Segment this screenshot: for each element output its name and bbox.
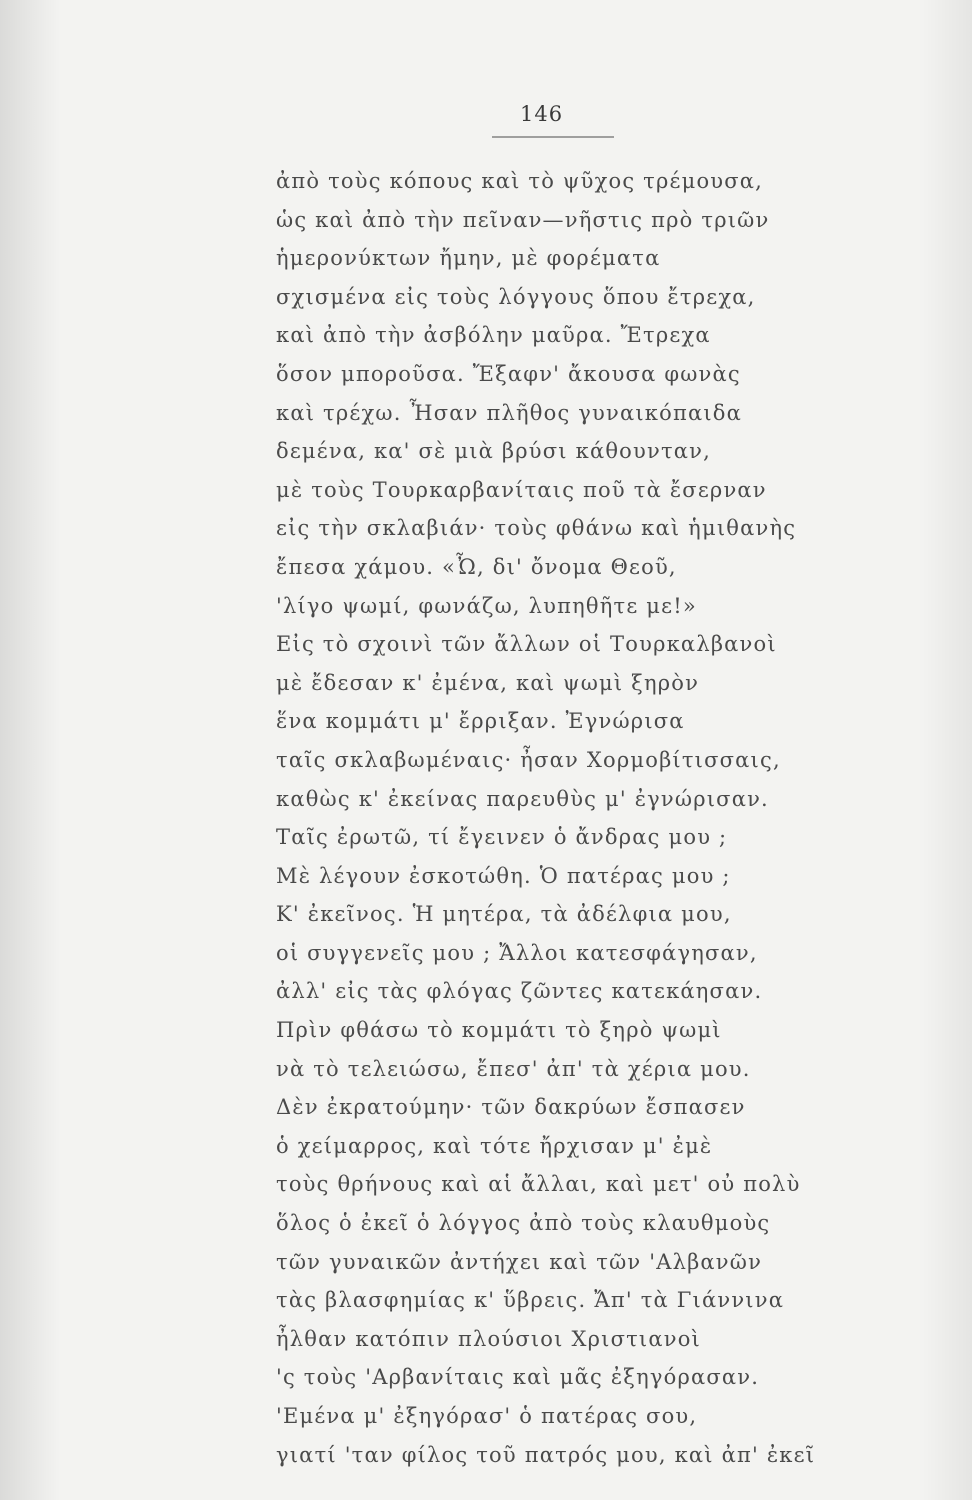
- text-line: Μὲ λέγουν ἐσκοτώθη. Ὁ πατέρας μου ;: [276, 863, 731, 888]
- text-line: Κ' ἐκεῖνος. Ἡ μητέρα, τὰ ἀδέλφια μου,: [276, 902, 732, 927]
- text-body: [276, 162, 836, 1474]
- text-line: ἕνα κομμάτι μ' ἔρριξαν. Ἐγνώρισα: [276, 709, 685, 734]
- text-line: Πρὶν φθάσω τὸ κομμάτι τὸ ξηρὸ ψωμὶ: [276, 1018, 722, 1043]
- text-line: Δὲν ἐκρατούμην· τῶν δακρύων ἔσπασεν: [276, 1095, 746, 1120]
- text-line: καὶ ἀπὸ τὴν ἀσβόλην μαῦρα. Ἔτρεχα: [276, 323, 711, 348]
- text-line: ἔπεσα χάμου. «Ὦ, δι' ὄνομα Θεοῦ,: [276, 554, 677, 579]
- text-line: τοὺς θρήνους καὶ αἱ ἄλλαι, καὶ μετ' οὐ πολὺ: [276, 1172, 801, 1197]
- text-line: Εἰς τὸ σχοινὶ τῶν ἄλλων οἱ Τουρκαλβανοὶ: [276, 632, 777, 657]
- text-line: καὶ τρέχω. Ἦσαν πλῆθος γυναικόπαιδα: [276, 400, 742, 425]
- text-line: ὁ χείμαρρος, καὶ τότε ἤρχισαν μ' ἐμὲ: [276, 1133, 713, 1158]
- text-line: ἡμερονύκτων ἤμην, μὲ φορέματα: [276, 246, 661, 271]
- text-line: 'ς τοὺς 'Αρβανίταις καὶ μᾶς ἐξηγόρασαν.: [276, 1365, 760, 1390]
- header-rule: [492, 136, 614, 138]
- text-line: ἀπὸ τοὺς κόπους καὶ τὸ ψῦχος τρέμουσα,: [276, 169, 764, 193]
- text-line: 'Εμένα μ' ἐξηγόρασ' ὁ πατέρας σου,: [276, 1404, 698, 1428]
- text-line: οἱ συγγενεῖς μου ; Ἄλλοι κατεσφάγησαν,: [276, 940, 758, 965]
- text-line: ὅσον μποροῦσα. Ἔξαφν' ἄκουσα φωνὰς: [276, 361, 741, 386]
- text-line: ὡς καὶ ἀπὸ τὴν πεῖναν—νῆστις πρὸ τριῶν: [276, 207, 770, 232]
- text-line: τῶν γυναικῶν ἀντήχει καὶ τῶν 'Αλβανῶν: [276, 1249, 763, 1274]
- page-number: 146: [520, 102, 564, 126]
- text-line: ὅλος ὁ ἐκεῖ ὁ λόγγος ἀπὸ τοὺς κλαυθμοὺς: [276, 1211, 771, 1236]
- text-line: νὰ τὸ τελειώσω, ἔπεσ' ἀπ' τὰ χέρια μου.: [276, 1056, 751, 1081]
- text-line: δεμένα, κα' σὲ μιὰ βρύσι κάθουνταν,: [276, 439, 711, 464]
- text-line: 'λίγο ψωμί, φωνάζω, λυπηθῆτε με!»: [276, 593, 697, 618]
- text-line: ἀλλ' εἰς τὰς φλόγας ζῶντες κατεκάησαν.: [276, 979, 763, 1004]
- text-line: ταῖς σκλαβωμέναις· ἦσαν Χορμοβίτισσαις,: [276, 747, 781, 772]
- text-line: τὰς βλασφημίας κ' ὕβρεις. Ἄπ' τὰ Γιάννινα: [276, 1288, 785, 1313]
- text-line: Ταῖς ἐρωτῶ, τί ἔγεινεν ὁ ἄνδρας μου ;: [276, 825, 728, 850]
- text-line: ἦλθαν κατόπιν πλούσιοι Χριστιανοὶ: [276, 1326, 701, 1351]
- text-line: γιατί 'ταν φίλος τοῦ πατρός μου, καὶ ἀπ' ἐκεῖ: [276, 1442, 816, 1467]
- text-line: μὲ ἔδεσαν κ' ἐμένα, καὶ ψωμὶ ξηρὸν: [276, 670, 700, 695]
- text-line: μὲ τοὺς Τουρκαρβανίταις ποῦ τὰ ἔσερναν: [276, 477, 767, 502]
- text-line: εἰς τὴν σκλαβιάν· τοὺς φθάνω καὶ ἡμιθανὴς: [276, 516, 797, 541]
- page-shadow-right: [922, 0, 972, 1500]
- text-line: σχισμένα εἰς τοὺς λόγγους ὅπου ἔτρεχα,: [276, 284, 756, 309]
- page-shadow-left: [0, 0, 60, 1500]
- text-line: καθὼς κ' ἐκείνας παρευθὺς μ' ἐγνώρισαν.: [276, 786, 769, 811]
